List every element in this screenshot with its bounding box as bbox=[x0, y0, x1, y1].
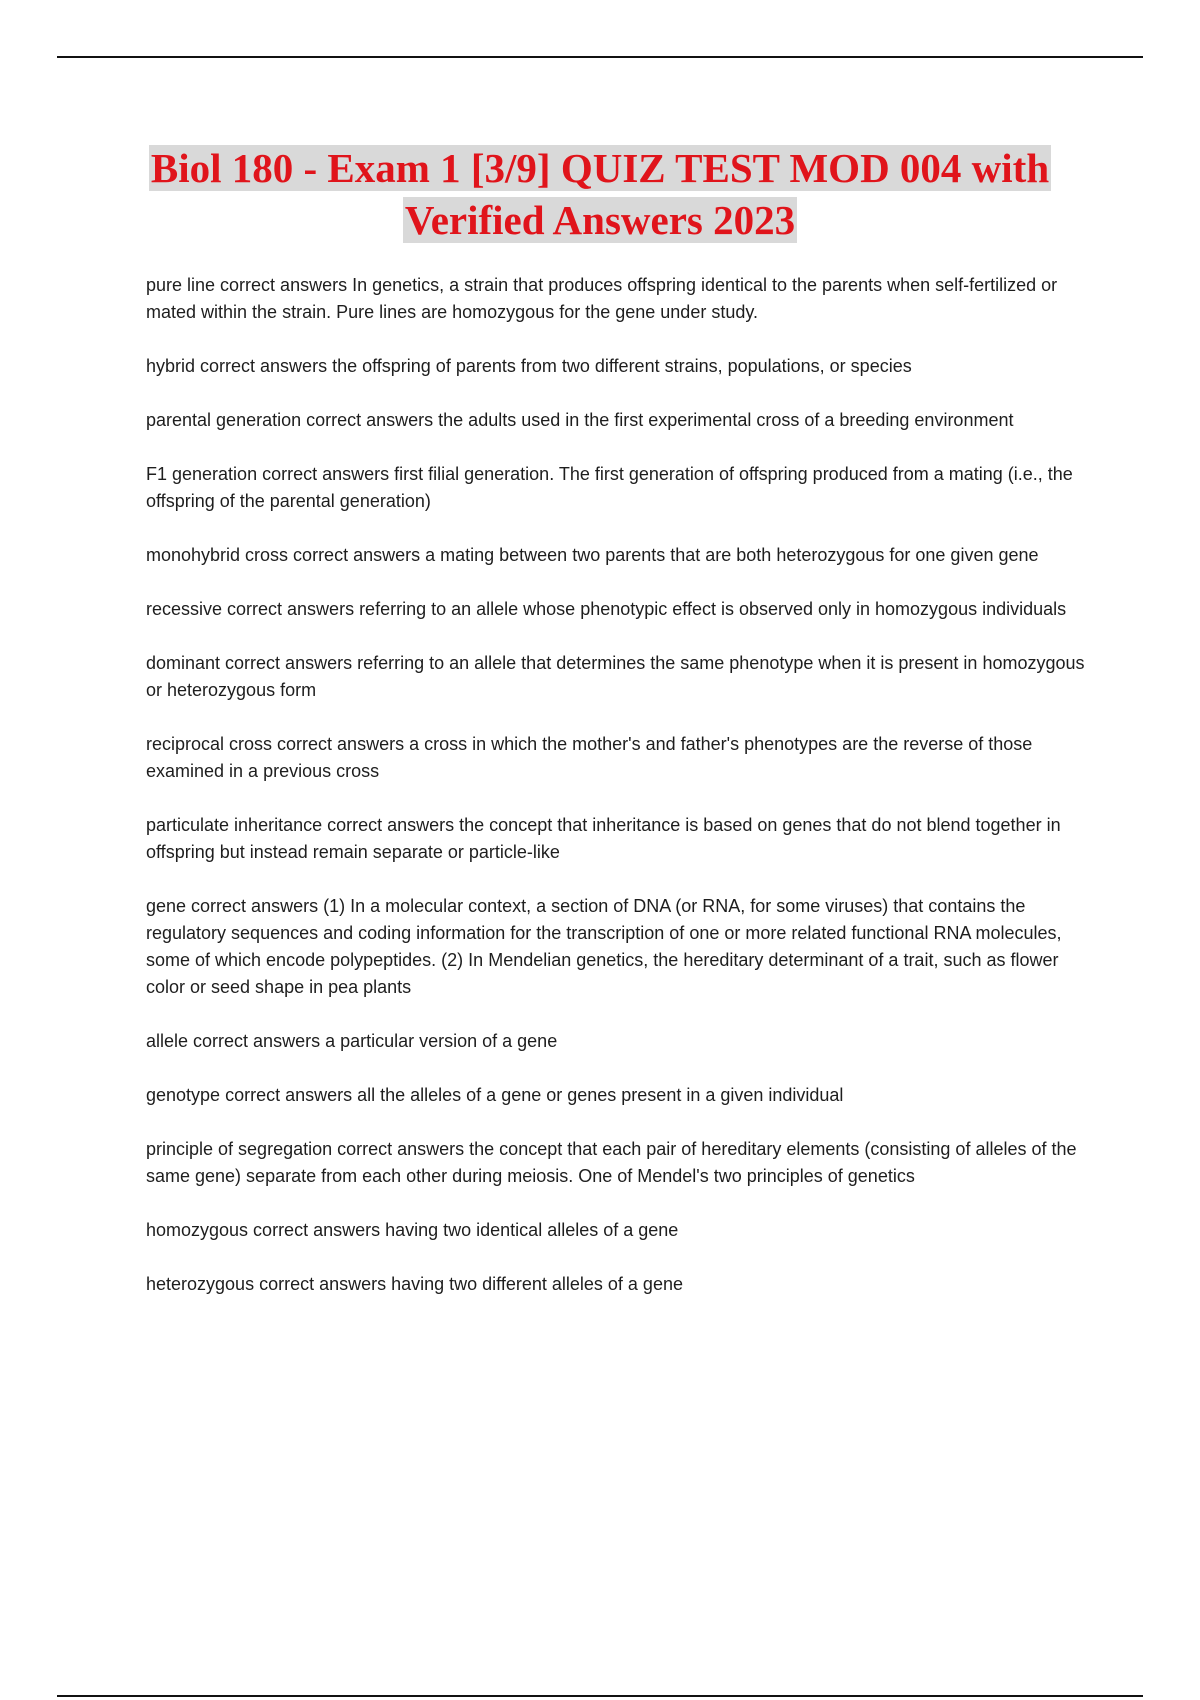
list-item: principle of segregation correct answers the concept that each pair of hereditary elements (consisting of alleles of the same gene) separate from each other during meiosis. One of Mendel's two principles of genetics bbox=[146, 1139, 1077, 1186]
list-item: hybrid correct answers the offspring of parents from two different strains, populations, or species bbox=[146, 356, 912, 376]
list-item: monohybrid cross correct answers a mating between two parents that are both heterozygous for one given gene bbox=[146, 545, 1039, 565]
list-item: F1 generation correct answers first filial generation. The first generation of offspring produced from a mating (i.e., the offspring of the parental generation) bbox=[146, 464, 1073, 511]
flashcard-list bbox=[146, 272, 1096, 1325]
document-title-text: Biol 180 - Exam 1 [3/9] QUIZ TEST MOD 004 with Verified Answers 2023 bbox=[150, 145, 1050, 243]
list-item: homozygous correct answers having two identical alleles of a gene bbox=[146, 1220, 679, 1240]
top-rule bbox=[57, 56, 1143, 58]
bottom-rule bbox=[57, 1695, 1143, 1697]
list-item: dominant correct answers referring to an allele that determines the same phenotype when it is present in homozygous or heterozygous form bbox=[146, 653, 1085, 700]
list-item: allele correct answers a particular version of a gene bbox=[146, 1031, 558, 1051]
list-item: parental generation correct answers the adults used in the first experimental cross of a breeding environment bbox=[146, 410, 1014, 430]
list-item: pure line correct answers In genetics, a strain that produces offspring identical to the parents when self-fertilized or mated within the strain. Pure lines are homozygous for the gene under study. bbox=[146, 275, 1058, 322]
document-title bbox=[100, 142, 1100, 246]
list-item: heterozygous correct answers having two different alleles of a gene bbox=[146, 1274, 683, 1294]
list-item: recessive correct answers referring to an allele whose phenotypic effect is observed only in homozygous individuals bbox=[146, 599, 1067, 619]
list-item: gene correct answers (1) In a molecular context, a section of DNA (or RNA, for some viruses) that contains the regulatory sequences and coding information for the transcription of one or more related functional RNA molecules, some of which encode polypeptides. (2) In Mendelian genetics, the hereditary determinant of a trait, such as flower color or seed shape in pea plants bbox=[146, 896, 1062, 997]
list-item: reciprocal cross correct answers a cross in which the mother's and father's phenotypes are the reverse of those examined in a previous cross bbox=[146, 734, 1033, 781]
list-item: particulate inheritance correct answers the concept that inheritance is based on genes that do not blend together in offspring but instead remain separate or particle-like bbox=[146, 815, 1061, 862]
list-item: genotype correct answers all the alleles of a gene or genes present in a given individual bbox=[146, 1085, 844, 1105]
